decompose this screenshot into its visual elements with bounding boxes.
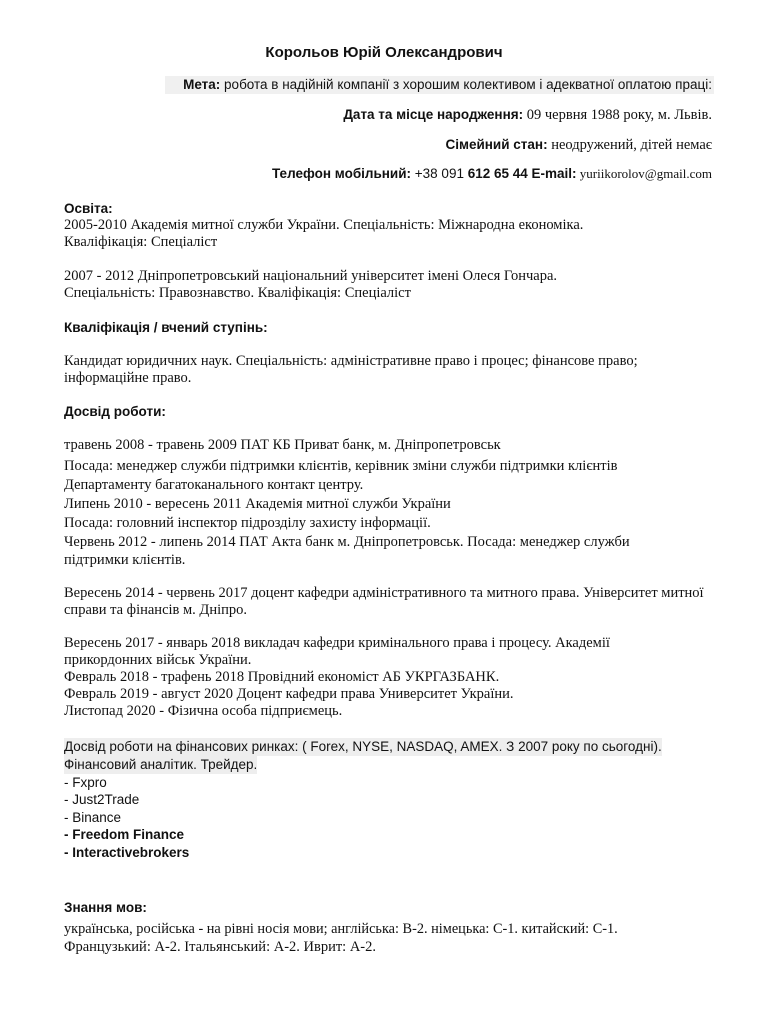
education-item-2-line-2: Спеціальність: Правознавство. Кваліфікація: Спеціаліст bbox=[64, 285, 411, 301]
markets-item: - Interactivebrokers bbox=[64, 845, 190, 860]
contact-line bbox=[272, 166, 712, 182]
markets-item: - Freedom Finance bbox=[64, 827, 185, 842]
phone-prefix: +38 091 bbox=[411, 166, 468, 181]
education-item-1-line-2: Кваліфікація: Спеціаліст bbox=[64, 234, 218, 250]
family-value: неодружений, дітей немає bbox=[547, 137, 712, 153]
email-label: E-mail: bbox=[527, 166, 577, 181]
goal-label: Мета: bbox=[183, 77, 221, 92]
experience-line: Листопад 2020 - Фізична особа підприємець. bbox=[64, 703, 343, 719]
languages-line-1: українська, російська - на рівні носія мови; англійська: B-2. німецька: C-1. китайский: C-1. bbox=[64, 921, 618, 937]
experience-line: Февраль 2019 - август 2020 Доцент кафедри права Университет України. bbox=[64, 686, 514, 702]
family-line bbox=[445, 137, 712, 154]
phone-label: Телефон мобільний: bbox=[271, 166, 412, 181]
experience-line: Февраль 2018 - трафень 2018 Провідний економіст АБ УКРГАЗБАНК. bbox=[64, 669, 500, 685]
markets-line-1: Досвід роботи на фінансових ринках: ( Forex, NYSE, NASDAQ, AMEX. З 2007 року по сьогодні). bbox=[64, 739, 662, 754]
phone-number: 612 65 44 bbox=[467, 166, 528, 181]
markets-item: - Just2Trade bbox=[64, 792, 140, 807]
birth-line bbox=[343, 107, 712, 124]
languages-title: Знання мов: bbox=[64, 900, 147, 915]
experience-title: Досвід роботи: bbox=[64, 404, 166, 419]
goal-value: робота в надійній компанії з хорошим колективом і адекватної оплатою праці: bbox=[220, 77, 712, 92]
experience-line: Вересень 2017 - январь 2018 викладач кафедри кримінального права і процесу. Академії bbox=[64, 635, 610, 651]
experience-line: Посада: менеджер служби підтримки клієнтів, керівник зміни служби підтримки клієнтів bbox=[64, 458, 618, 474]
education-item-1-line-1: 2005-2010 Академія митної служби України. Спеціальність: Міжнародна економіка. bbox=[64, 217, 584, 233]
page-title: Корольов Юрій Олександрович bbox=[265, 44, 503, 61]
experience-line: травень 2008 - травень 2009 ПАТ КБ Приват банк, м. Дніпропетровськ bbox=[64, 437, 501, 453]
experience-line: Липень 2010 - вересень 2011 Академія митної служби України bbox=[64, 496, 451, 512]
degree-text: Кандидат юридичних наук. Спеціальність: адміністративне право і процес; фінансове право; інформаційне право. bbox=[64, 353, 638, 386]
markets-item: - Fxpro bbox=[64, 775, 107, 790]
birth-label: Дата та місце народження: bbox=[343, 107, 524, 122]
experience-line: прикордонних військ України. bbox=[64, 652, 252, 668]
experience-paragraph-2: Вересень 2014 - червень 2017 доцент кафедри адміністративного та митного права. Університет митної справи та фінансів м. Дніпро. bbox=[64, 585, 704, 618]
education-item-2-line-1: 2007 - 2012 Дніпропетровський національний університет імені Олеся Гончара. bbox=[64, 268, 558, 284]
goal-line bbox=[165, 76, 714, 94]
languages-line-2: Французький: A-2. Італьянський: A-2. Иврит: A-2. bbox=[64, 939, 377, 955]
experience-line: Червень 2012 - липень 2014 ПАТ Акта банк м. Дніпропетровськ. Посада: менеджер служби bbox=[64, 534, 630, 550]
education-title: Освіта: bbox=[64, 201, 113, 216]
experience-line: підтримки клієнтів. bbox=[64, 552, 186, 568]
markets-item: - Binance bbox=[64, 810, 122, 825]
markets-line-2: Фінансовий аналітик. Трейдер. bbox=[64, 757, 258, 772]
experience-line: Департаменту багатоканального контакт центру. bbox=[64, 477, 364, 493]
experience-line: Посада: головний інспектор підрозділу захисту інформації. bbox=[64, 515, 431, 531]
birth-value: 09 червня 1988 року, м. Львів. bbox=[523, 107, 712, 123]
degree-title: Кваліфікація / вчений ступінь: bbox=[64, 320, 268, 335]
family-label: Сімейний стан: bbox=[445, 137, 548, 152]
email-value: yuriikorolov@gmail.com bbox=[576, 166, 712, 181]
